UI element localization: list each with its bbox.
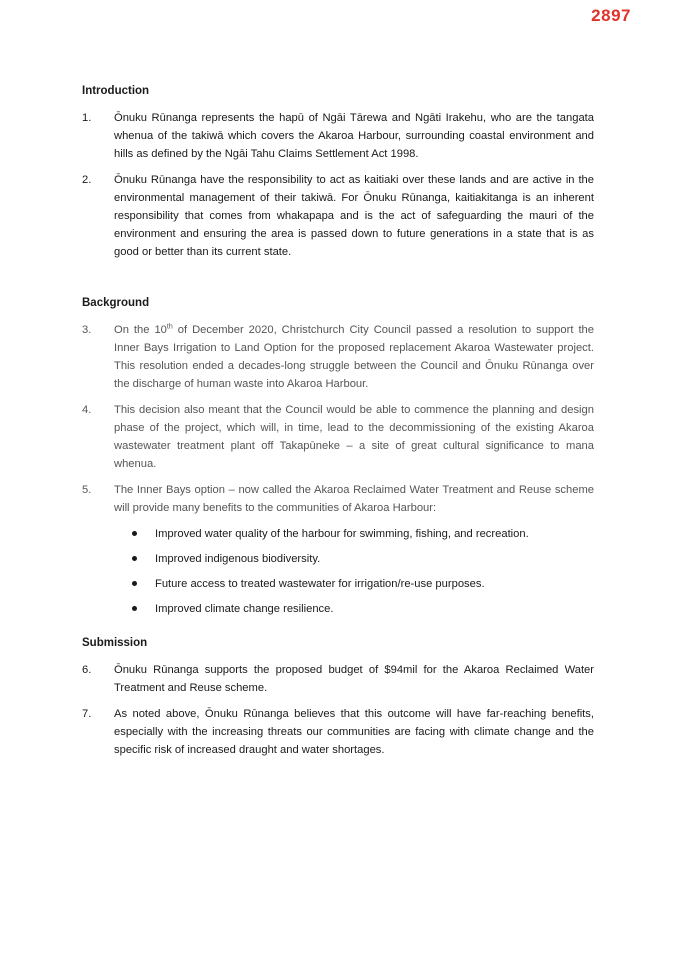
background-heading: Background xyxy=(82,297,150,309)
paragraph-text: Ōnuku Rūnanga represents the hapū of Ngāi Tārewa and Ngāti Irakehu, who are the tangata whenua of the takiwā which covers the Akaroa Harbour, surrounding coastal environment and hills as defined by the Ngāi Tahu Claims Settlement Act 1998. xyxy=(114,112,594,160)
paragraph-text-rest: of December 2020, Christchurch City Council passed a resolution to support the Inner Bays Irrigation to Land Option for the proposed replacement Akaroa Wastewater project. This resolution ended a decades-long struggle between the Council and Ōnuku Rūnanga over the discharge of human waste into Akaroa Harbour. xyxy=(114,324,595,390)
submission-heading: Submission xyxy=(82,637,148,649)
list-item-text: Improved indigenous biodiversity. xyxy=(155,553,321,565)
paragraph-text: This decision also meant that the Council would be able to commence the planning and design phase of the project, which will, in time, lead to the decommissioning of the existing Akaroa wastewater treatment plant off Takapūneke – a site of great cultural significance to mana whenua. xyxy=(114,404,594,470)
paragraph-text: Ōnuku Rūnanga have the responsibility to act as kaitiaki over these lands and are active in the environmental management of their takiwā. For Ōnuku Rūnanga, kaitiakitanga is an inherent responsibility that comes from whakapapa and is the act of safeguarding the mauri of the environment and ensuring the area is passed down to future generations in a state that is as good or better than its current state. xyxy=(114,174,594,258)
list-item-text: Improved climate change resilience. xyxy=(155,603,334,615)
bullet-icon xyxy=(132,606,137,611)
paragraph-3 xyxy=(82,321,594,393)
paragraph-5 xyxy=(82,481,594,517)
introduction-heading: Introduction xyxy=(82,85,150,97)
paragraph-6 xyxy=(82,661,594,697)
paragraph-number: 6. xyxy=(82,664,92,676)
page-number: 2897 xyxy=(591,6,631,25)
list-item xyxy=(82,575,594,593)
list-item-text: Improved water quality of the harbour for swimming, fishing, and recreation. xyxy=(155,528,529,540)
list-item xyxy=(82,550,594,568)
paragraph-number: 7. xyxy=(82,708,92,720)
bullet-icon xyxy=(132,581,137,586)
paragraph-number: 5. xyxy=(82,484,92,496)
list-item xyxy=(82,525,594,543)
list-item xyxy=(82,600,594,618)
bullet-icon xyxy=(132,531,137,536)
paragraph-text-start: On the 10 xyxy=(114,324,167,336)
document-body xyxy=(82,83,594,767)
ordinal-superscript: th xyxy=(166,323,173,331)
bullet-icon xyxy=(132,556,137,561)
spacer xyxy=(82,625,594,635)
paragraph-1 xyxy=(82,109,594,163)
spacer xyxy=(82,269,594,295)
paragraph-4 xyxy=(82,401,594,473)
paragraph-number: 4. xyxy=(82,404,92,416)
paragraph-number: 2. xyxy=(82,174,92,186)
paragraph-number: 1. xyxy=(82,112,92,124)
paragraph-7 xyxy=(82,705,594,759)
paragraph-text: Ōnuku Rūnanga supports the proposed budget of $94mil for the Akaroa Reclaimed Water Treatment and Reuse scheme. xyxy=(114,664,594,694)
list-item-text: Future access to treated wastewater for irrigation/re-use purposes. xyxy=(155,578,485,590)
paragraph-text: The Inner Bays option – now called the Akaroa Reclaimed Water Treatment and Reuse scheme will provide many benefits to the communities of Akaroa Harbour: xyxy=(114,484,594,514)
paragraph-2 xyxy=(82,171,594,261)
benefits-list xyxy=(82,525,594,618)
paragraph-number: 3. xyxy=(82,324,92,336)
paragraph-text: As noted above, Ōnuku Rūnanga believes that this outcome will have far-reaching benefits, especially with the increasing threats our communities are facing with climate change and the specific risk of increased draught and water shortages. xyxy=(114,708,594,756)
